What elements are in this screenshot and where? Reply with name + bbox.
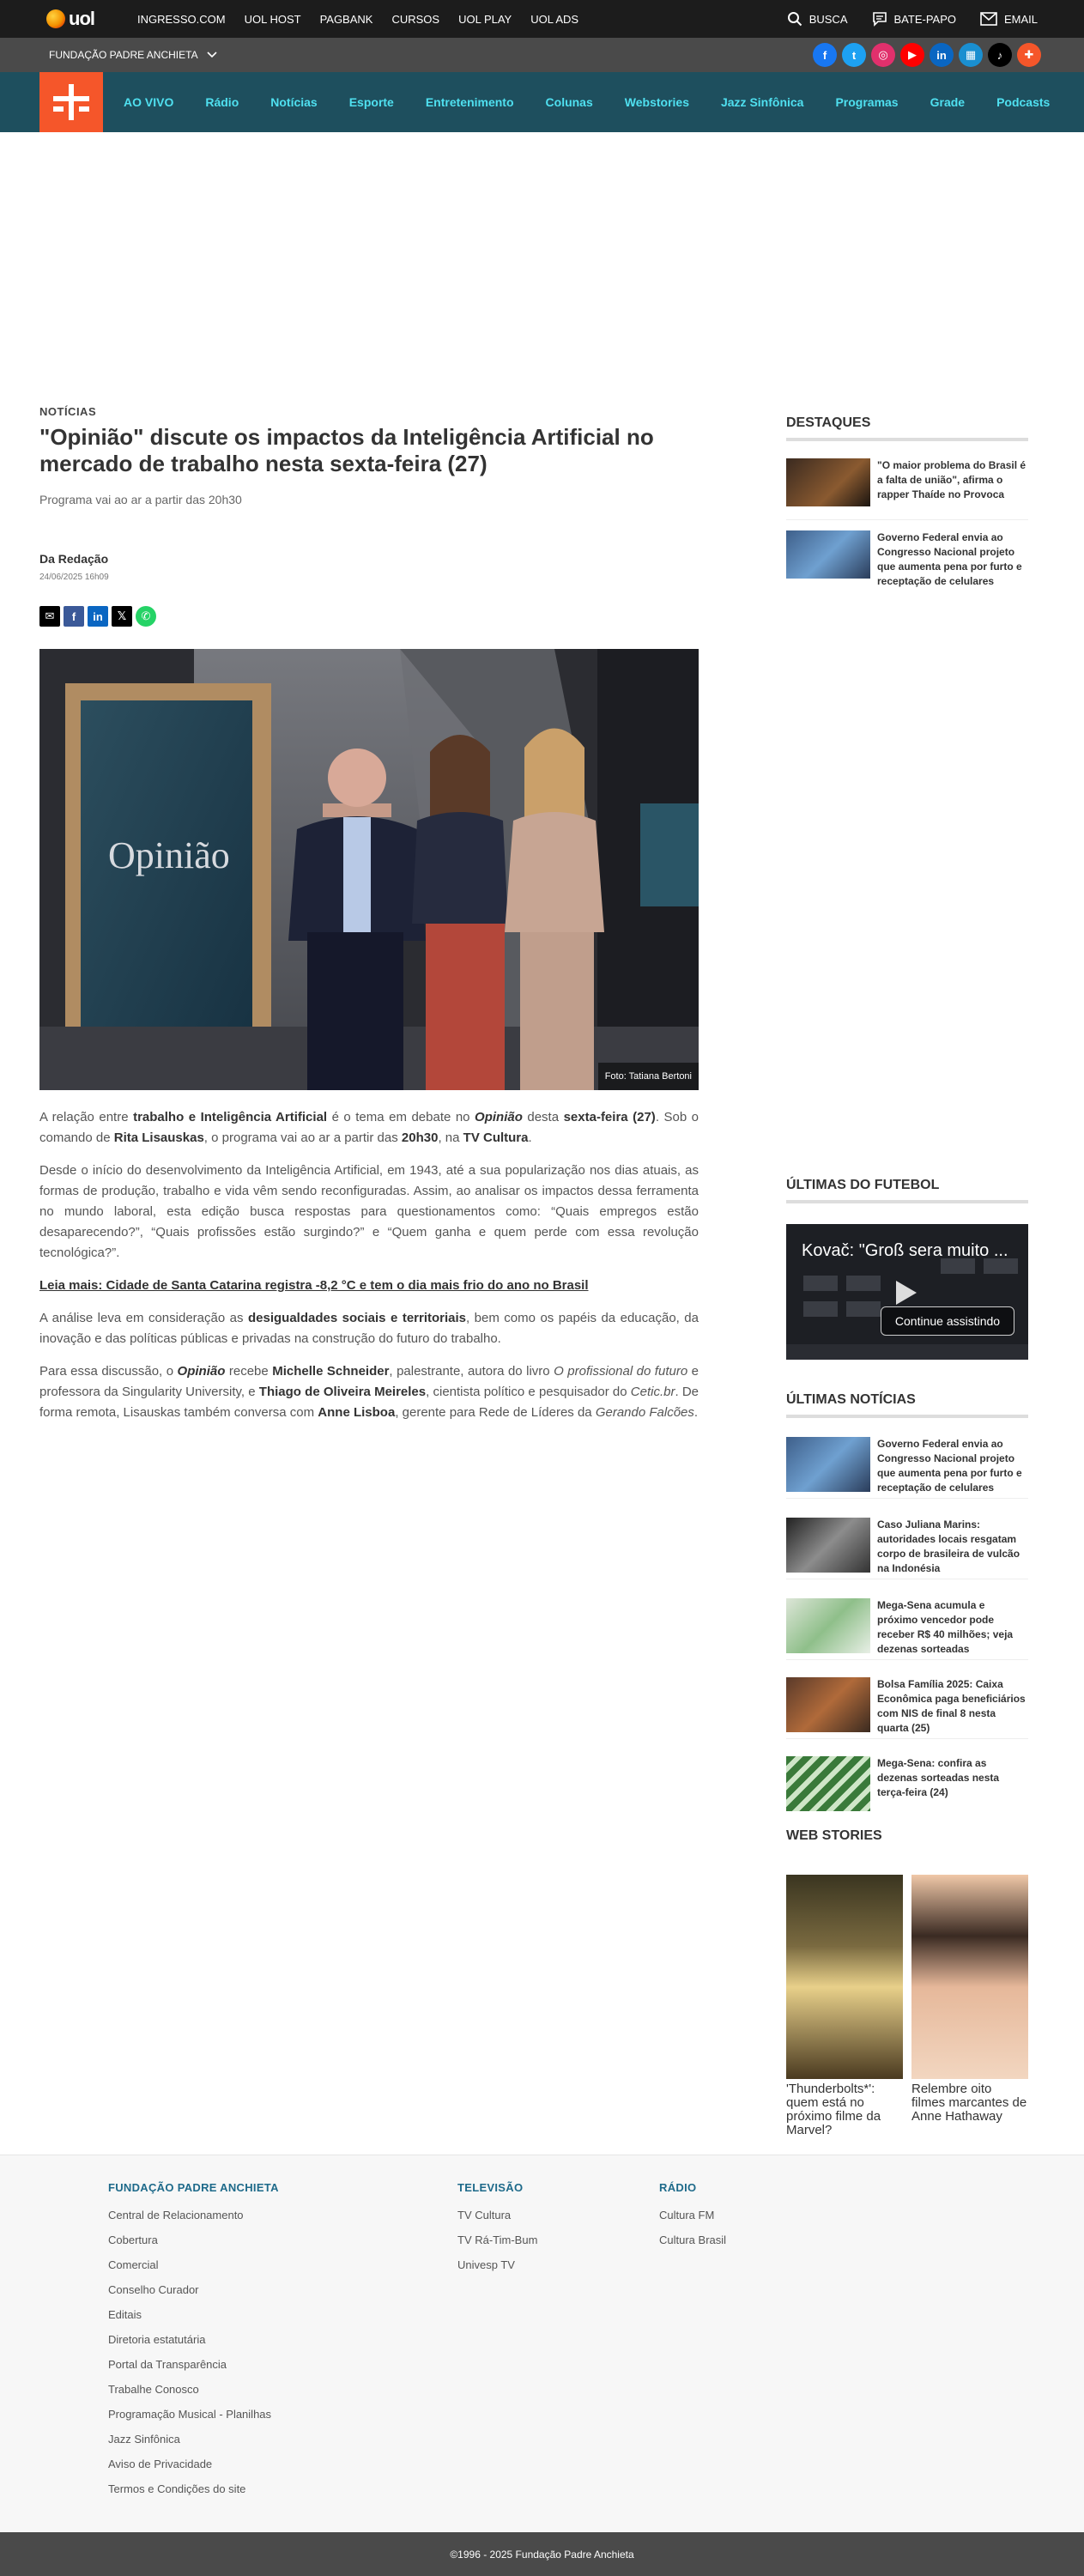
nav-programas[interactable]: Programas bbox=[835, 95, 899, 109]
uol-top-bar bbox=[0, 0, 1084, 38]
footer-link[interactable]: Cultura FM bbox=[659, 2209, 715, 2221]
email-button[interactable]: EMAIL bbox=[980, 12, 1038, 26]
footer-col-tv: TELEVISÃO TV Cultura TV Rá-Tim-Bum Univesp TV bbox=[457, 2181, 537, 2277]
destaque-item-1[interactable]: "O maior problema do Brasil é a falta de união", afirma o rapper Thaíde no Provoca bbox=[786, 458, 1028, 520]
share-email-icon[interactable]: ✉ bbox=[39, 606, 60, 627]
play-icon[interactable] bbox=[896, 1281, 917, 1305]
main-nav bbox=[0, 72, 1084, 132]
footer-link[interactable]: Cobertura bbox=[108, 2234, 158, 2246]
studio-photo bbox=[39, 649, 699, 1090]
twitter-icon[interactable]: t bbox=[842, 43, 866, 67]
footer bbox=[0, 2155, 1084, 2532]
article-date: 24/06/2025 16h09 bbox=[39, 573, 109, 582]
ultimas-noticias-heading: ÚLTIMAS NOTÍCIAS bbox=[786, 1392, 1028, 1418]
uol-link-pagbank[interactable]: PAGBANK bbox=[319, 12, 373, 26]
article-body bbox=[39, 1107, 699, 1435]
linkedin-icon[interactable]: in bbox=[930, 43, 954, 67]
destaque-thumb bbox=[786, 530, 870, 579]
footer-link[interactable]: Jazz Sinfônica bbox=[108, 2433, 180, 2446]
uol-link-play[interactable]: UOL PLAY bbox=[458, 12, 512, 26]
tv-cultura-logo[interactable] bbox=[39, 72, 103, 132]
share-buttons bbox=[39, 606, 156, 627]
video-title: Kovač: "Groß sera muito ... bbox=[802, 1241, 1008, 1260]
share-whatsapp-icon[interactable]: ✆ bbox=[136, 606, 156, 627]
uol-links bbox=[137, 0, 578, 38]
app-icon[interactable]: ▦ bbox=[959, 43, 983, 67]
footer-link[interactable]: TV Rá-Tim-Bum bbox=[457, 2234, 538, 2246]
nav-webstories[interactable]: Webstories bbox=[624, 95, 689, 109]
noticia-item-3[interactable]: Mega-Sena acumula e próximo vencedor pode receber R$ 40 milhões; veja dezenas sorteadas bbox=[786, 1598, 1028, 1660]
nav-items bbox=[124, 72, 1050, 132]
destaque-item-2[interactable]: Governo Federal envia ao Congresso Nacional projeto que aumenta pena por furto e receptação de celulares bbox=[786, 530, 1028, 592]
social-links bbox=[813, 43, 1041, 67]
webstory-image bbox=[911, 1875, 1028, 2079]
noticia-thumb bbox=[786, 1598, 870, 1653]
noticia-thumb bbox=[786, 1518, 870, 1573]
article-paragraph-1: A relação entre trabalho e Inteligência Artificial é o tema em debate no Opinião desta sexta-feira (27). Sob o comando de Rita Lisauskas, o programa vai ao ar a partir das 20h30, na TV Cultura. bbox=[39, 1110, 699, 1145]
read-more-link[interactable]: Leia mais: Cidade de Santa Catarina registra -8,2 °C e tem o dia mais frio do ano no Brasil bbox=[39, 1278, 589, 1293]
nav-colunas[interactable]: Colunas bbox=[545, 95, 593, 109]
copyright: ©1996 - 2025 Fundação Padre Anchieta bbox=[0, 2532, 1084, 2576]
facebook-icon[interactable]: f bbox=[813, 43, 837, 67]
uol-right-links bbox=[787, 0, 1038, 38]
footer-link[interactable]: Central de Relacionamento bbox=[108, 2209, 244, 2221]
webstory-image bbox=[786, 1875, 903, 2079]
noticia-item-2[interactable]: Caso Juliana Marins: autoridades locais resgatam corpo de brasileira de vulcão na Indonésia bbox=[786, 1518, 1028, 1579]
footer-link[interactable]: Univesp TV bbox=[457, 2258, 515, 2271]
nav-podcasts[interactable]: Podcasts bbox=[996, 95, 1051, 109]
photo-credit: Foto: Tatiana Bertoni bbox=[598, 1063, 699, 1090]
webstory-item-1[interactable]: 'Thunderbolts*': quem está no próximo filme da Marvel? bbox=[786, 1875, 903, 2137]
footer-link[interactable]: TV Cultura bbox=[457, 2209, 512, 2221]
continue-watching-button[interactable]: Continue assistindo bbox=[881, 1306, 1014, 1336]
instagram-icon[interactable]: ◎ bbox=[871, 43, 895, 67]
share-linkedin-icon[interactable]: in bbox=[88, 606, 108, 627]
tiktok-icon[interactable]: ♪ bbox=[988, 43, 1012, 67]
chevron-down-icon bbox=[207, 52, 217, 58]
futebol-heading: ÚLTIMAS DO FUTEBOL bbox=[786, 1178, 1028, 1203]
footer-link[interactable]: Conselho Curador bbox=[108, 2283, 199, 2296]
noticia-item-4[interactable]: Bolsa Família 2025: Caixa Econômica paga beneficiários com NIS de final 8 nesta quarta (25) bbox=[786, 1677, 1028, 1739]
nav-ao-vivo[interactable]: AO VIVO bbox=[124, 95, 174, 109]
uol-link-host[interactable]: UOL HOST bbox=[244, 12, 301, 26]
cultura-icon[interactable]: ✚ bbox=[1017, 43, 1041, 67]
webstory-item-2[interactable]: Relembre oito filmes marcantes de Anne Hathaway bbox=[911, 1875, 1028, 2124]
article-title: "Opinião" discute os impactos da Inteligência Artificial no mercado de trabalho nesta sexta-feira (27) bbox=[39, 424, 654, 476]
uol-link-ingresso[interactable]: INGRESSO.COM bbox=[137, 12, 226, 26]
footer-link[interactable]: Editais bbox=[108, 2308, 142, 2321]
uol-link-cursos[interactable]: CURSOS bbox=[391, 12, 440, 26]
cultura-logo-icon bbox=[50, 81, 93, 124]
uol-link-ads[interactable]: UOL ADS bbox=[530, 12, 579, 26]
article-subtitle: Programa vai ao ar a partir das 20h30 bbox=[39, 493, 242, 506]
nav-noticias[interactable]: Notícias bbox=[270, 95, 318, 109]
bate-papo-button[interactable]: BATE-PAPO bbox=[872, 11, 956, 27]
uol-logo-icon bbox=[46, 9, 65, 28]
footer-col-fpa: FUNDAÇÃO PADRE ANCHIETA Central de Relacionamento Cobertura Comercial Conselho Curador Editais Diretoria estatutária Portal da Transparência Trabalhe Conosco Programação Musical - Planilhas Jazz Sinfônica Aviso de Privacidade Termos e Condições do site bbox=[108, 2181, 279, 2501]
footer-link[interactable]: Termos e Condições do site bbox=[108, 2482, 246, 2495]
footer-link[interactable]: Trabalhe Conosco bbox=[108, 2383, 199, 2396]
nav-grade[interactable]: Grade bbox=[930, 95, 966, 109]
destaques-heading: DESTAQUES bbox=[786, 415, 1028, 441]
footer-link[interactable]: Programação Musical - Planilhas bbox=[108, 2408, 272, 2421]
fpa-dropdown[interactable]: FUNDAÇÃO PADRE ANCHIETA bbox=[49, 38, 217, 72]
nav-entretenimento[interactable]: Entretenimento bbox=[425, 95, 514, 109]
webstories-heading: WEB STORIES bbox=[786, 1828, 882, 1843]
uol-logo[interactable]: uol bbox=[46, 7, 94, 31]
nav-radio[interactable]: Rádio bbox=[205, 95, 239, 109]
futebol-video-player[interactable] bbox=[786, 1224, 1028, 1360]
busca-button[interactable]: BUSCA bbox=[787, 11, 848, 27]
footer-link[interactable]: Comercial bbox=[108, 2258, 159, 2271]
article-section[interactable]: NOTÍCIAS bbox=[39, 405, 97, 418]
noticia-item-5[interactable]: Mega-Sena: confira as dezenas sorteadas nesta terça-feira (24) bbox=[786, 1756, 1028, 1818]
article-paragraph-3: A análise leva em consideração as desigualdades sociais e territoriais, bem como os papéis da educação, da inovação e das políticas públicas e privadas na construção do futuro do trabalho. bbox=[39, 1311, 699, 1346]
fpa-bar bbox=[0, 38, 1084, 72]
article-paragraph-4: Para essa discussão, o Opinião recebe Michelle Schneider, palestrante, autora do livro O profissional do futuro e professora da Singularity University, e Thiago de Oliveira Meireles, cientista político e pesquisador do Cetic.br. De forma remota, Lisauskas também conversa com Anne Lisboa, gerente para Rede de Líderes da Gerando Falcões. bbox=[39, 1364, 699, 1420]
hero-photo bbox=[39, 649, 699, 1090]
photo-sign-text: Opinião bbox=[108, 834, 230, 876]
noticia-thumb bbox=[786, 1437, 870, 1492]
chat-icon bbox=[872, 11, 887, 27]
noticia-thumb bbox=[786, 1677, 870, 1732]
share-x-icon[interactable]: 𝕏 bbox=[112, 606, 132, 627]
destaque-thumb bbox=[786, 458, 870, 506]
youtube-icon[interactable]: ▶ bbox=[900, 43, 924, 67]
noticia-thumb bbox=[786, 1756, 870, 1811]
footer-link[interactable]: Cultura Brasil bbox=[659, 2234, 727, 2246]
noticia-item-1[interactable]: Governo Federal envia ao Congresso Nacional projeto que aumenta pena por furto e receptação de celulares bbox=[786, 1437, 1028, 1499]
footer-col-radio: RÁDIO Cultura FM Cultura Brasil bbox=[659, 2181, 726, 2252]
nav-esporte[interactable]: Esporte bbox=[348, 95, 394, 109]
nav-jazz-sinfonica[interactable]: Jazz Sinfônica bbox=[720, 95, 804, 109]
article-author: Da Redação bbox=[39, 552, 109, 566]
search-icon bbox=[787, 11, 802, 27]
footer-link[interactable]: Aviso de Privacidade bbox=[108, 2458, 213, 2470]
share-facebook-icon[interactable]: f bbox=[64, 606, 84, 627]
mail-icon bbox=[980, 12, 997, 26]
footer-link[interactable]: Diretoria estatutária bbox=[108, 2333, 206, 2346]
article-paragraph-2: Desde o início do desenvolvimento da Inteligência Artificial, em 1943, até a sua popularização nos dias atuais, as formas de produção, trabalho e vida vêm sendo reconfiguradas. Assim, ao analisar os impactos dessa ferramenta no mundo laboral, esta edição busca respostas para questionamentos como: “Quais empregos estão desaparecendo?”, “Quais profissões estão surgindo?” e “Quem ganha e quem perde com essa revolução tecnológica?”. bbox=[39, 1163, 699, 1260]
footer-link[interactable]: Portal da Transparência bbox=[108, 2358, 227, 2371]
